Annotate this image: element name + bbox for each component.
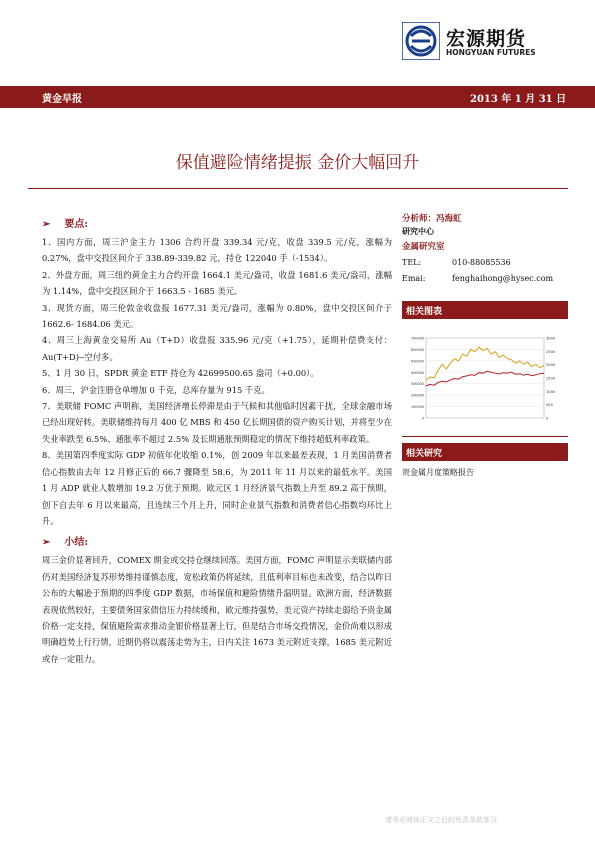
- summary-paragraph: 周三金价显著回升，COMEX 期金或交持仓继续回落。美国方面，FOMC 声明显示美联储内部仍对美国经济复苏形势维持谨慎态度，宽松政策仍将延续，且低利率目标也未改变，结合以昨日公布的大幅逊于预期的四季度 GDP 数据，市场保值和避险情绪升温明显。欧洲方面，经济数据表现依然较好，主要债务国家债信压力持续缓和，欧元维持强势，美元资产持续走弱给予贵金属价格一定支持，保值避险需求推动金银价格显著上行，但是结合市场交投情况，金价尚难以形成明确趋势上行行情，近期仍将以震荡走势为主，日内关注 1673 美元附近支撑，1685 美元附近或存一定阻力。: [42, 555, 392, 664]
- y-left-tick-label: 500000: [411, 359, 424, 364]
- brand-name-en: HONGYUAN FUTURES: [446, 48, 536, 57]
- contact-tel: TEL: 010-88085536: [402, 258, 511, 267]
- brand-name-cn: 宏源期货: [446, 28, 527, 50]
- bullet-arrow-icon: ➢: [42, 219, 51, 230]
- report-type: 黄金早报: [42, 94, 82, 105]
- summary-heading: ➢ 小结:: [42, 537, 89, 549]
- y-right-tick-label: 1500: [546, 376, 556, 381]
- title-divider: [28, 188, 568, 189]
- y-right-tick-label: 500: [546, 403, 553, 408]
- related-item[interactable]: 贵金属月度策略报告: [402, 468, 474, 477]
- y-left-tick-label: 300000: [411, 382, 424, 387]
- analyst-name: 分析师：冯海虹: [402, 214, 462, 224]
- chart-heading: 相关图表: [402, 301, 568, 319]
- sidebar: [402, 212, 568, 319]
- page-title: 保值避险情绪提振 金价大幅回升: [175, 153, 420, 173]
- disclaimer-note: 请务必阅读正文之后的免责条款部分: [385, 816, 497, 824]
- y-right-tick-label: 1000: [546, 389, 556, 394]
- paragraph: 8、美国第四季度实际 GDP 初值年化收缩 0.1%，创 2009 年以来最差表现，1 月美国消费者信心指数由去年 12 月修正后的 66.7 骤降至 58.6，为 2011 年 11 月以来的最低水平。美国 1 月 ADP 就业人数增加 19.2 万优于预期。欧元区 1 月经济景气指数上升至 89.2 高于预期，创下自去年 6 月以来最高，且连续三个月上升，同时企业景气指数和消费者信心指数均环比上升。: [42, 450, 392, 526]
- paragraph: 1、国内方面，周三沪金主力 1306 合约开盘 339.34 元/克，收盘 339.5 元/克，涨幅为 0.27%，盘中交投区间介于 338.89-339.82 元，持仓 122040 手（-1534）。: [42, 237, 392, 264]
- paragraph: 6、周三，沪金注册仓单增加 0 千克，总库存量为 915 千克。: [42, 384, 270, 395]
- y-left-tick-label: 400000: [411, 370, 424, 375]
- bullet-arrow-icon: ➢: [42, 537, 51, 549]
- y-right-tick-label: 0: [546, 416, 549, 421]
- paragraph: 3、现货方面，周三伦敦金收盘报 1677.31 美元/盎司，涨幅为 0.80%，盘中交投区间介于 1662.6- 1684.06 美元。: [42, 302, 392, 330]
- key-points-heading: ➢ 要点:: [42, 219, 89, 230]
- dept-research-center: 研究中心: [402, 226, 434, 236]
- y-right-tick-label: 3000: [546, 336, 556, 341]
- related-heading: 相关研究: [402, 443, 568, 461]
- paragraph: 2、外盘方面，周三纽约黄金主力合约开盘 1664.1 美元/盎司，收盘 1681.6 美元/盎司，涨幅为 1.14%，盘中交投区间介于 1663.5 - 1685 美元。: [42, 269, 392, 297]
- report-date: 2013 年 1 月 31 日: [470, 94, 567, 105]
- y-left-tick-label: 600000: [411, 347, 424, 352]
- paragraph: 5、1 月 30 日，SPDR 黄金 ETF 持仓为 42699500.65 盎司（+0.00）。: [42, 368, 319, 379]
- email-link[interactable]: fenghaihong@hysec.com: [452, 274, 554, 283]
- y-left-tick-label: 100000: [411, 405, 424, 410]
- paragraph: 7、美联储 FOMC 声明称，美国经济增长停滞是由于气候和其他临时因素干扰，全球金融市场已经出现好转。美联储维持每月 400 亿 MBS 和 450 亿长期国债的资产购买计划，并将至少在失业率跌至 6.5%、通胀率不超过 2.5% 及长期通胀预期稳定的情况下维持超低利率政策。: [42, 401, 392, 444]
- y-left-tick-label: 200000: [411, 393, 424, 398]
- company-logo-icon: [402, 22, 440, 60]
- y-left-tick-label: 700000: [411, 336, 424, 341]
- dept-metals-lab: 金属研究室: [402, 242, 445, 252]
- paragraph: 4、周三上海黄金交易所 Au（T+D）收盘报 335.96 元/克（+1.75），延期补偿费支付：Au(T+D)--空付多。: [42, 335, 392, 362]
- main-content: [42, 215, 392, 667]
- related-chart: [402, 334, 568, 437]
- y-right-tick-label: 2500: [546, 349, 556, 354]
- related-research: [402, 443, 568, 483]
- y-left-tick-label: 0: [421, 416, 424, 421]
- contact-email: Emai: fenghaihong@hysec.com: [402, 274, 554, 283]
- y-right-tick-label: 2000: [546, 363, 556, 368]
- chart-canvas: [402, 334, 568, 436]
